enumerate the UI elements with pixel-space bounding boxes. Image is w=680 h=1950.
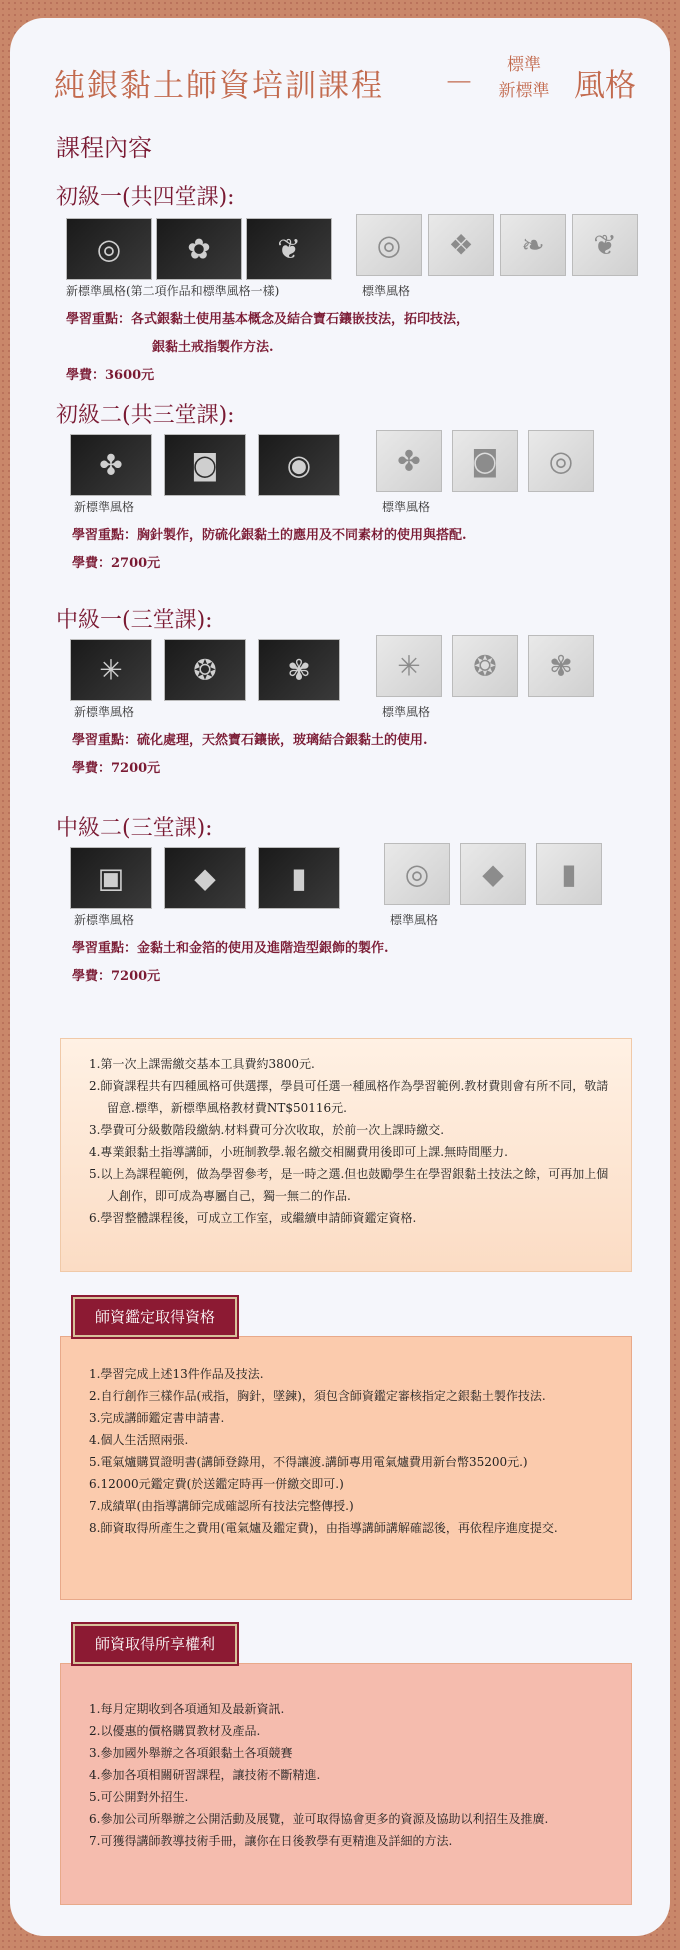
product-photo [164,847,246,909]
ring-icon: ▣ [97,861,125,895]
list-item: 6.學習整體課程後，可成立工作室，或繼續申請師資鑑定資格. [89,1211,417,1225]
caption-standard: 標準風格 [390,913,439,927]
list-item: 6.12000元鑑定費(於送鑑定時再一併繳交即可.) [89,1477,344,1491]
product-photo [164,639,246,701]
list-item: 6.參加公司所舉辦之公開活動及展覽，並可取得協會更多的資源及協助以利招生及推廣. [89,1812,549,1826]
section-title: 初級二(共三堂課): [56,403,235,428]
rights-tag: 師資取得所享權利 [73,1624,237,1664]
learning-focus: 學習重點：金黏土和金箔的使用及進階造型銀飾的製作. [72,941,389,956]
pendant-icon: ❖ [448,228,474,262]
ring-icon: ✳ [397,649,421,683]
course-section-3 [56,603,656,776]
product-photo [156,218,242,280]
list-item: 2.以優惠的價格購買教材及產品. [89,1724,261,1738]
learning-focus-cont: 銀黏土戒指製作方法. [152,340,274,355]
list-item: 1.學習完成上述13件作品及技法. [89,1367,264,1381]
ring-icon: ◎ [96,232,122,266]
ring-icon: ◎ [404,857,430,891]
notes-list [61,1039,631,1229]
caption-standard: 標準風格 [362,284,411,298]
product-photo [376,430,442,492]
ring-icon: ◉ [286,448,312,482]
list-item: 2.自行創作三樣作品(戒指，胸針，墜鍊)，須包含師資鑑定審核指定之銀黏土製作技法. [89,1389,546,1403]
ring-icon: ◙ [471,444,499,478]
page-title [54,48,654,108]
tuition-fee: 學費：3600元 [66,368,155,383]
product-photo [70,434,152,496]
caption-new-standard: 新標準風格 [74,913,135,927]
tuition-fee: 學費：7200元 [72,969,161,984]
course-section-1 [56,180,656,383]
product-photo [66,218,152,280]
certification-panel [60,1308,632,1600]
section-title: 初級一(共四堂課): [56,185,235,210]
list-item: 7.可獲得講師教導技術手冊，讓你在日後教學有更精進及詳細的方法. [89,1834,453,1848]
learning-focus: 學習重點：硫化處理，天然寶石鑲嵌，玻璃結合銀黏土的使用. [72,733,428,748]
product-photo [572,214,638,276]
page-card [10,18,670,1936]
section-title: 中級一(三堂課): [56,608,213,633]
caption-standard: 標準風格 [382,705,431,719]
list-item: 4.個人生活照兩張. [89,1433,189,1447]
caption-new-standard: 新標準風格 [74,705,135,719]
certification-tag: 師資鑑定取得資格 [73,1297,237,1337]
product-photo [164,434,246,496]
caption-new-standard: 新標準風格(第二項作品和標準風格一樣) [66,284,280,298]
list-item: 3.參加國外舉辦之各項銀黏土各項競賽 [89,1746,293,1760]
caption-standard: 標準風格 [382,500,431,514]
brooch-icon: ✤ [397,444,421,478]
product-photo [258,639,340,701]
ring-icon: ◎ [376,228,402,262]
rights-list [61,1664,631,1852]
title-style-new-standard: 新標準 [498,81,550,101]
product-photo [428,214,494,276]
product-photo [536,843,602,905]
title-suffix: 風格 [574,68,636,104]
ring-icon: ✾ [549,649,573,683]
pendant-icon: ❂ [473,649,497,683]
product-photo [528,430,594,492]
list-item: 7.成績單(由指導講師完成確認所有技法完整傳授.) [89,1499,354,1513]
product-photo [452,635,518,697]
ring-icon: ✳ [99,653,123,687]
rights-panel [60,1635,632,1905]
section-title: 中級二(三堂課): [56,816,213,841]
pendant-icon: ◆ [194,861,216,895]
title-main: 純銀黏土師資培訓課程 [54,68,384,104]
product-photo [246,218,332,280]
course-section-2 [56,398,656,571]
list-item: 1.第一次上課需繳交基本工具費約3800元. [89,1057,315,1071]
product-photo [452,430,518,492]
product-photo [70,847,152,909]
product-photo [384,843,450,905]
brooch-icon: ❧ [521,228,545,262]
notes-box [60,1038,632,1272]
earring-icon: ❦ [593,228,617,262]
list-item: 3.完成講師鑑定書申請書. [89,1411,225,1425]
list-item: 1.每月定期收到各項通知及最新資訊. [89,1702,285,1716]
list-item: 3.學費可分級數階段繳納.材料費可分次收取，於前一次上課時繳交. [89,1123,445,1137]
product-photo [258,847,340,909]
list-item: 5.可公開對外招生. [89,1790,189,1804]
title-style-stack [482,52,566,104]
pendant-icon: ▮ [561,857,577,891]
pendant-icon: ▮ [291,861,307,895]
caption-new-standard: 新標準風格 [74,500,135,514]
pendant-icon: ❂ [193,653,217,687]
course-section-4 [56,811,656,984]
ring-icon: ✾ [287,653,311,687]
learning-focus: 學習重點：各式銀黏土使用基本概念及結合寶石鑲嵌技法，拓印技法， [66,312,470,327]
product-photo [70,639,152,701]
product-photo [500,214,566,276]
product-photo [376,635,442,697]
course-content-heading: 課程內容 [56,134,152,162]
list-item: 4.參加各項相關研習課程，讓技術不斷精進. [89,1768,321,1782]
tuition-fee: 學費：7200元 [72,761,161,776]
ring-icon: ◎ [548,444,574,478]
brooch-icon: ✤ [99,448,123,482]
title-dash: － [444,66,474,101]
pendant-icon: ◆ [482,857,504,891]
pendant-icon: ✿ [187,232,211,266]
product-photo [356,214,422,276]
list-item: 4.專業銀黏土指導講師，小班制教學.報名繳交相關費用後即可上課.無時間壓力. [89,1145,508,1159]
certification-list [61,1337,631,1539]
learning-focus: 學習重點：胸針製作，防硫化銀黏土的應用及不同素材的使用與搭配. [72,528,467,543]
list-item: 8.師資取得所產生之費用(電氣爐及鑑定費)，由指導講師講解確認後，再依程序進度提交. [89,1521,558,1535]
product-photo [528,635,594,697]
ring-icon: ◙ [191,448,219,482]
list-item: 5.以上為課程範例，做為學習參考，是一時之選.但也鼓勵學生在學習銀黏土技法之餘，可再加上個人創作，即可成為專屬自己，獨一無二的作品. [89,1167,609,1203]
list-item: 2.師資課程共有四種風格可供選擇，學員可任選一種風格作為學習範例.教材費則會有所不同，敬請留意.標準，新標準風格教材費NT$50116元. [89,1079,609,1115]
product-photo [258,434,340,496]
tuition-fee: 學費：2700元 [72,556,161,571]
list-item: 5.電氣爐購買證明書(講師登錄用，不得讓渡.講師專用電氣爐費用新台幣35200元.) [89,1455,528,1469]
title-style-standard: 標準 [507,55,541,75]
earring-icon: ❦ [277,232,301,266]
product-photo [460,843,526,905]
